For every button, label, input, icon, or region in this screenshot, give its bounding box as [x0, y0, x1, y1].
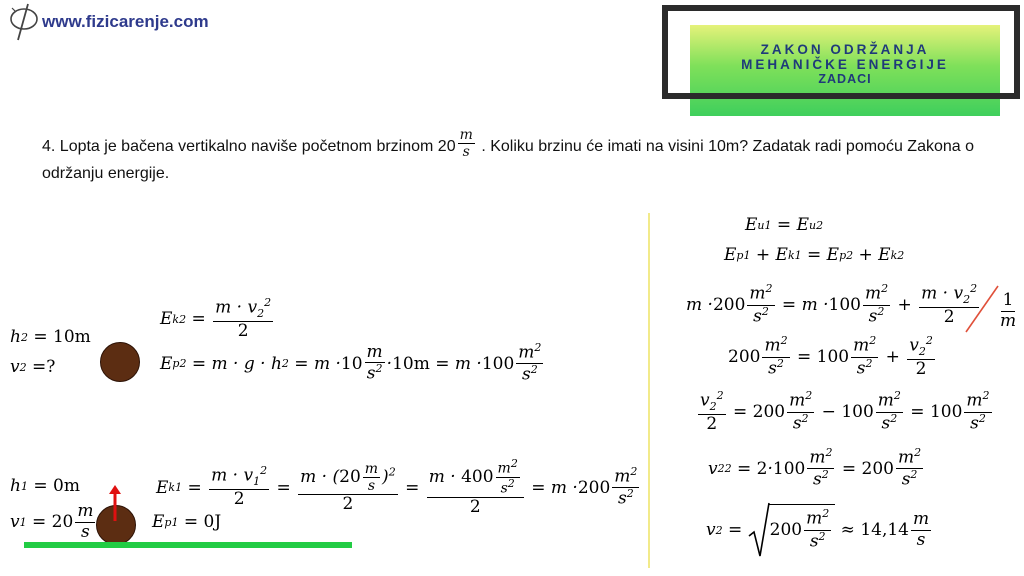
unit-denominator: s [462, 144, 470, 161]
sqrt-sign-icon [748, 502, 770, 558]
title-line-3: ZADACI [818, 72, 872, 86]
cancel-slash-icon [964, 284, 1000, 334]
ep1-value: 0J [203, 512, 222, 532]
eq-v2-squared: v 2 2 = 2 · 100 $\frac{m^2}{s^2}$ = 200 $\frac{m^2}{s^2}$ [708, 446, 922, 490]
divider-line [648, 213, 650, 568]
velocity-arrow-icon [107, 484, 123, 522]
h2-value: 10m [53, 327, 91, 347]
eq-energy-conservation: E u1 = E u2 [745, 215, 824, 235]
v1-value: 20 [51, 512, 74, 533]
site-url[interactable]: www.fizicarenje.com [42, 12, 209, 31]
equation-ek2: E k2 = $\frac{m \cdot v_2^2}{2}$ [160, 296, 272, 341]
equation-ek1: E k1 = $\frac{m \cdot v_1^2}{2}$ = m · (20 $\frac{m}{s}$ )$^2$ 2 = m · 400 $\frac{m^2}{s^2}$ 2 = m · 200 $\frac{m^2}{s^2}$ [156, 457, 638, 517]
divide-by-m: $\frac{1}{m}$ [1000, 290, 1017, 331]
label-v2: v 2 =? [10, 357, 56, 377]
h1-value: 0m [53, 476, 80, 496]
ek2-fraction: $\frac{m \cdot v_2^2}{2}$ [215, 296, 272, 341]
result-value: 14,14 [860, 520, 909, 540]
title-line-2: MEHANIČKE ENERGIJE [741, 57, 949, 72]
title-frame [662, 5, 1020, 99]
eq-substituted: m · 200 $\frac{m^2}{s^2}$ = m · 100 $\frac{m^2}{s^2}$ + $\frac{m \cdot v_2^2}{2}$ [686, 282, 978, 327]
problem-text-start: 4. Lopta je bačena vertikalno naviše početnom brzinom 20 [42, 138, 456, 155]
ground-line [24, 542, 352, 548]
problem-unit-fraction [458, 127, 475, 160]
eq-simplified: 200 $\frac{m^2}{s^2}$ = 100 $\frac{m^2}{s^2}$ + $\frac{v_2^2}{2}$ [728, 334, 933, 379]
equation-ep1: E p1 = 0J [152, 512, 222, 532]
ball-top [100, 342, 140, 382]
label-h1: h 1 = 0m [10, 476, 80, 496]
problem-statement [42, 127, 992, 187]
problem-text-end: . Koliku brzinu će imati na visini 10m? Zadatak radi pomoću Zakona o održanju energije. [42, 138, 975, 183]
eq-energy-sum: E p1 + E k1 = E p2 + E k2 [724, 245, 905, 265]
eq-v2-result: v 2 = 200 $\frac{m^2}{s^2}$ ≈ 14,14 $\frac{m}{s}$ [706, 502, 933, 558]
eq-difference: $\frac{v_2^2}{2}$ = 200 $\frac{m^2}{s^2}$ − 100 $\frac{m^2}{s^2}$ = 100 $\frac{m^2}{s^2}$ [700, 389, 990, 434]
title-line-1: ZAKON ODRŽANJA [760, 42, 930, 57]
v2-value: =? [32, 357, 56, 377]
label-h2: h 2 = 10m [10, 327, 91, 347]
equation-ep2: E p2 = m · g · h 2 = m · 10 $\frac{m}{s^2}$ · 10m = m · 100 $\frac{m^2}{s^2}$ [160, 341, 542, 385]
label-v1: v 1 = 20 $\frac{m}{s}$ [10, 501, 94, 542]
physics-phi-logo-icon [6, 2, 42, 42]
unit-numerator: m [459, 127, 473, 144]
